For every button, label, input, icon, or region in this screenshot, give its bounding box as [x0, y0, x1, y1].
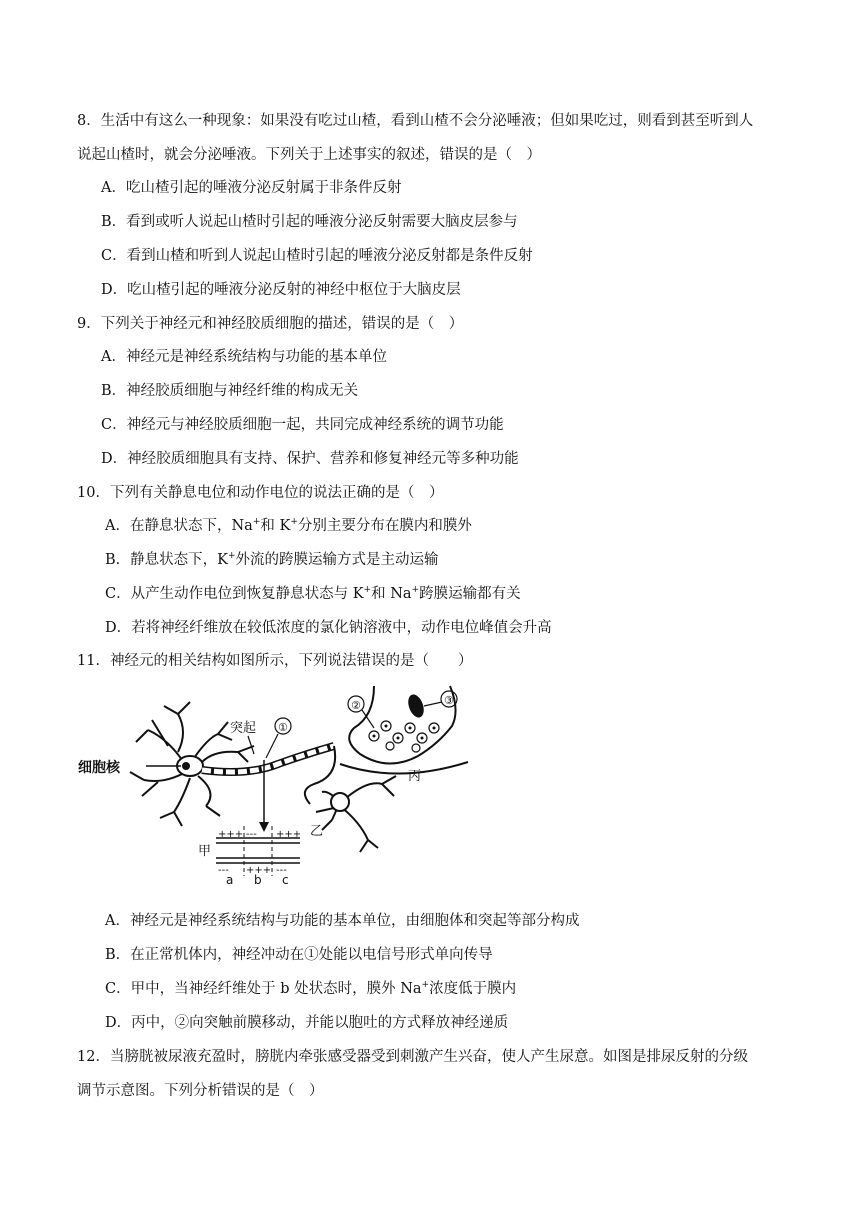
q11-option-d: D．丙中，②向突触前膜移动，并能以胞吐的方式释放神经递质	[105, 1015, 509, 1031]
q9-stem: 9．下列关于神经元和神经胶质细胞的描述，错误的是（ ）	[77, 316, 464, 332]
q12-stem-line1: 12．当膀胱被尿液充盈时，膀胱内牵张感受器受到刺激产生兴奋，使人产生尿意。如图是排尿反射的分级	[77, 1049, 748, 1065]
neuron-yi-body	[331, 793, 349, 811]
q9-option-d: D．神经胶质细胞具有支持、保护、营养和修复神经元等多种功能	[101, 451, 519, 467]
cell-nucleus-label: 细胞核	[78, 760, 120, 776]
label-bing: 丙	[408, 769, 422, 784]
minus-row-bottom-left: ---	[218, 865, 229, 876]
postsynaptic-membrane	[340, 762, 468, 774]
marker-1-pointer	[266, 734, 278, 758]
marker-1-text: ①	[278, 721, 288, 734]
marker-3-text: ③	[444, 694, 454, 707]
q8-option-d: D．吃山楂引起的唾液分泌反射的神经中枢位于大脑皮层	[101, 282, 461, 298]
arrow-head	[259, 822, 269, 832]
label-c: c	[282, 873, 289, 886]
nucleus	[182, 762, 190, 770]
label-b: b	[254, 873, 262, 886]
q9-option-b: B．神经胶质细胞与神经纤维的构成无关	[101, 383, 359, 399]
q8-stem-line1: 8．生活中有这么一种现象：如果没有吃过山楂，看到山楂不会分泌唾液；但如果吃过，则看到甚至听到人	[77, 113, 754, 129]
q8-option-b: B．看到或听人说起山楂时引起的唾液分泌反射需要大脑皮层参与	[101, 214, 518, 230]
q10-stem: 10．下列有关静息电位和动作电位的说法正确的是（ ）	[77, 485, 444, 501]
q11-option-b: B．在正常机体内，神经冲动在①处能以电信号形式单向传导	[105, 947, 493, 963]
plus-row-top-left: +++	[218, 829, 244, 840]
q9-option-a: A．神经元是神经系统结构与功能的基本单位	[101, 349, 387, 365]
q12-stem-line2: 调节示意图。下列分析错误的是（ ）	[77, 1083, 324, 1099]
q11-option-a: A．神经元是神经系统结构与功能的基本单位，由细胞体和突起等部分构成	[105, 913, 580, 929]
neuron-structure-figure	[78, 680, 498, 886]
q8-option-c: C．看到山楂和听到人说起山楂时引起的唾液分泌反射都是条件反射	[101, 248, 533, 264]
process-label: 突起	[230, 721, 257, 736]
q10-option-c: C．从产生动作电位到恢复静息状态与 K+和 Na+跨膜运输都有关	[105, 585, 521, 602]
marker-2-text: ②	[351, 699, 361, 712]
label-jia: 甲	[198, 844, 212, 859]
label-a: a	[226, 873, 234, 886]
minus-row-bottom-right: ---	[276, 865, 287, 876]
neuron-yi-dendrites	[316, 776, 396, 852]
q11-stem: 11．神经元的相关结构如图所示，下列说法错误的是（ ）	[77, 653, 473, 669]
synaptic-knob	[349, 686, 455, 764]
q9-option-c: C．神经元与神经胶质细胞一起，共同完成神经系统的调节功能	[101, 417, 504, 433]
q10-option-b: B．静息状态下，K+外流的跨膜运输方式是主动运输	[105, 551, 439, 568]
label-yi: 乙	[310, 824, 324, 839]
plus-row-top-right: +++	[276, 829, 302, 840]
q11-option-c: C．甲中，当神经纤维处于 b 处状态时，膜外 Na+浓度低于膜内	[105, 980, 517, 997]
minus-row-top-mid: ---	[246, 829, 257, 840]
process-pointer	[248, 736, 254, 754]
q10-option-a: A．在静息状态下，Na+和 K+分别主要分布在膜内和膜外	[105, 517, 472, 534]
q8-stem-line2: 说起山楂时，就会分泌唾液。下列关于上述事实的叙述，错误的是（ ）	[77, 147, 541, 163]
q8-option-a: A．吃山楂引起的唾液分泌反射属于非条件反射	[101, 180, 402, 196]
plus-row-bottom-mid: +++	[246, 865, 272, 876]
q10-option-d: D．若将神经纤维放在较低浓度的氯化钠溶液中，动作电位峰值会升高	[105, 620, 552, 636]
